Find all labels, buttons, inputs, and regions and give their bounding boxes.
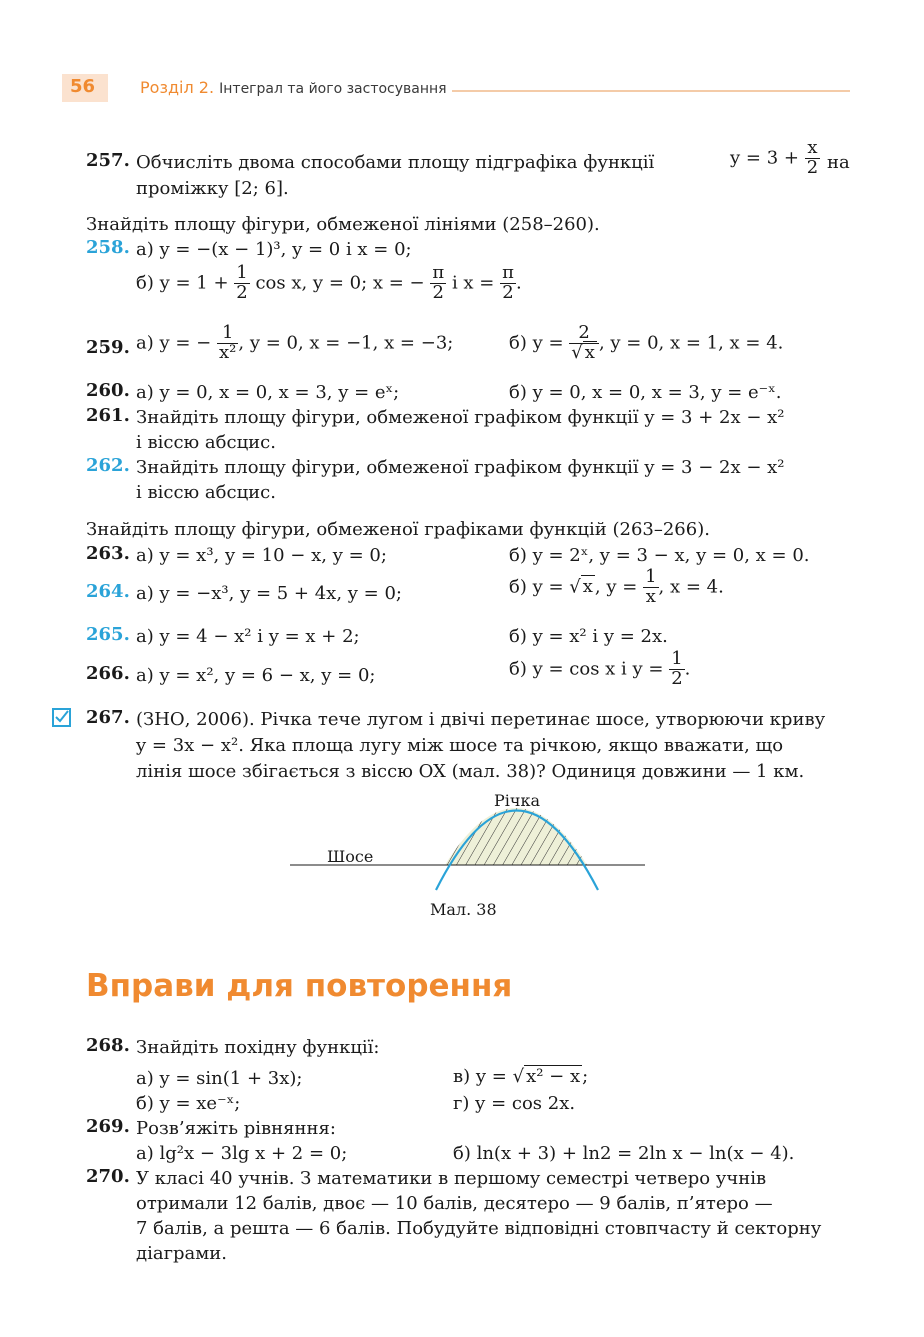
problem-263-b: б) y = 2ˣ, y = 3 − x, y = 0, x = 0.	[509, 545, 810, 566]
problem-269-text: Розв’яжіть рівняння:	[136, 1118, 336, 1139]
problem-267-line2: y = 3x − x². Яка площа лугу між шосе та річкою, якщо вважати, що	[136, 735, 784, 756]
problem-268-b: б) y = xe⁻ˣ;	[136, 1093, 241, 1114]
problem-268-number: 268.	[86, 1035, 130, 1056]
problem-268-g: г) y = cos 2x.	[453, 1093, 576, 1114]
problem-258-a: а) y = −(x − 1)³, y = 0 і x = 0;	[136, 239, 412, 260]
problem-270-line1: У класі 40 учнів. З математики в першому семестрі четверо учнів	[136, 1168, 767, 1189]
problem-260-b: б) y = 0, x = 0, x = 3, y = e⁻ˣ.	[509, 382, 782, 403]
formula-text: в) y =	[453, 1066, 507, 1087]
problem-263-a: а) y = x³, y = 10 − x, y = 0;	[136, 545, 387, 566]
denominator: 2	[500, 283, 516, 303]
problem-261-number: 261.	[86, 405, 130, 426]
numerator: π	[432, 262, 445, 283]
numerator: 1	[671, 648, 683, 669]
problem-258-number: 258.	[86, 237, 130, 258]
radicand: x	[582, 576, 593, 598]
problem-265-b: б) y = x² і y = 2x.	[509, 626, 668, 647]
formula-text: , x = 4.	[658, 576, 724, 598]
formula-text: а) y = −	[136, 332, 212, 354]
fraction	[805, 139, 820, 178]
problem-260-number: 260.	[86, 380, 130, 401]
formula-text: , y = 0, x = −1, x = −3;	[238, 332, 454, 354]
problem-260-a: а) y = 0, x = 0, x = 3, y = eˣ;	[136, 382, 400, 403]
denominator: x²	[219, 341, 237, 363]
formula-text: .	[515, 272, 522, 294]
problem-264-number: 264.	[86, 581, 130, 602]
denominator: 2	[806, 156, 819, 178]
problem-261-line1: Знайдіть площу фігури, обмеженої графіком функції y = 3 + 2x − x²	[136, 407, 785, 428]
chapter-name: Інтеграл та його застосування	[219, 81, 447, 97]
problem-270-number: 270.	[86, 1166, 130, 1187]
denominator: 2	[236, 281, 248, 303]
checkbox-icon	[52, 708, 71, 727]
problem-267-line3: лінія шосе збігається з віссю OX (мал. 38)? Одиниця довжини — 1 км.	[136, 761, 805, 782]
problem-259-number: 259.	[86, 337, 130, 358]
problem-268-v: в) y = √ x² − x ;	[453, 1066, 589, 1087]
problem-268-a: а) y = sin(1 + 3x);	[136, 1068, 303, 1089]
fraction	[643, 568, 658, 607]
problem-266-b	[509, 650, 690, 689]
section-title: Вправи для повторення	[86, 968, 513, 1004]
problem-266-number: 266.	[86, 663, 130, 684]
formula-text: y = 3 +	[730, 147, 799, 169]
formula-text: ;	[582, 1066, 589, 1087]
problem-267-line1: (ЗНО, 2006). Річка тече лугом і двічі перетинає шосе, утворюючи криву	[136, 709, 826, 730]
formula-text: б) y = 1 +	[136, 272, 229, 294]
problem-257-number: 257.	[86, 150, 130, 171]
problem-269-number: 269.	[86, 1116, 130, 1137]
problem-265-a: а) y = 4 − x² і y = x + 2;	[136, 626, 360, 647]
problem-264-b: б) y = √ x , y = $\frac{1}{x}$ , x = 4.	[509, 566, 724, 607]
formula-text: б) y =	[509, 576, 564, 598]
problem-270-line2: отримали 12 балів, двоє — 10 балів, десятеро — 9 балів, п’ятеро —	[136, 1193, 773, 1214]
intro-258-260: Знайдіть площу фігури, обмеженої лініями (258–260).	[86, 214, 600, 235]
problem-268-text: Знайдіть похідну функції:	[136, 1037, 380, 1058]
fraction	[669, 650, 684, 689]
problem-259-a	[136, 324, 453, 363]
problem-257-line2: проміжку [2; 6].	[136, 178, 289, 199]
formula-text: , y = 0, x = 1, x = 4.	[598, 332, 784, 354]
numerator: 1	[645, 566, 657, 587]
fraction	[500, 264, 516, 303]
numerator: 1	[221, 322, 234, 343]
problem-269-b: б) ln(x + 3) + ln2 = 2ln x − ln(x − 4).	[453, 1143, 795, 1164]
problem-261-line2: і віссю абсцис.	[136, 432, 276, 453]
problem-267-number: 267.	[86, 707, 130, 728]
formula-text: б) y =	[509, 332, 564, 354]
denominator: 2	[671, 667, 683, 689]
fraction	[217, 324, 238, 363]
problem-257-formula	[730, 139, 820, 178]
intro-263-266: Знайдіть площу фігури, обмеженої графіками функцій (263–266).	[86, 519, 710, 540]
figure-caption: Мал. 38	[430, 900, 497, 919]
problem-259-b	[509, 324, 783, 363]
problem-270-line3: 7 балів, а решта — 6 балів. Побудуйте відповідні стовпчасту й секторну	[136, 1218, 822, 1239]
denominator: 2	[430, 283, 446, 303]
radicand: x² − x	[526, 1066, 581, 1087]
meadow-area	[445, 808, 587, 865]
fraction	[234, 264, 249, 303]
numerator: 2	[578, 322, 590, 343]
header-rule	[452, 90, 850, 92]
denominator: x	[643, 587, 658, 607]
problem-262-line1: Знайдіть площу фігури, обмеженої графіком функції y = 3 − 2x − x²	[136, 457, 785, 478]
problem-270-line4: діаграми.	[136, 1243, 227, 1264]
chapter-prefix: Розділ 2.	[140, 78, 215, 97]
problem-266-a: а) y = x², y = 6 − x, y = 0;	[136, 665, 376, 686]
problem-258-b	[136, 264, 522, 303]
label-river: Річка	[494, 791, 540, 810]
denominator: √ x	[569, 343, 599, 363]
fraction	[430, 264, 446, 303]
numerator: π	[502, 262, 514, 283]
problem-257-tail: на	[827, 152, 850, 173]
problem-257-line1: Обчисліть двома способами площу підграфіка функції	[136, 152, 655, 173]
problem-262-line2: і віссю абсцис.	[136, 482, 276, 503]
formula-text: і x =	[451, 272, 495, 294]
figure-river-road	[280, 786, 660, 896]
numerator: 1	[236, 262, 248, 283]
formula-text: .	[684, 658, 691, 680]
fraction	[569, 324, 599, 363]
numerator: x	[807, 137, 818, 158]
formula-text: , y =	[594, 576, 638, 598]
chapter-title	[140, 78, 447, 97]
page-number: 56	[70, 76, 96, 97]
problem-269-a: а) lg²x − 3lg x + 2 = 0;	[136, 1143, 348, 1164]
problem-265-number: 265.	[86, 624, 130, 645]
radicand: x	[584, 341, 595, 363]
formula-text: б) y = cos x і y =	[509, 658, 664, 680]
problem-262-number: 262.	[86, 455, 130, 476]
problem-257-text	[136, 150, 654, 175]
problem-263-number: 263.	[86, 543, 130, 564]
problem-264-a: а) y = −x³, y = 5 + 4x, y = 0;	[136, 583, 402, 604]
label-road: Шосе	[327, 847, 374, 866]
formula-text: cos x, y = 0; x = −	[255, 272, 425, 294]
check-mark-icon	[54, 710, 69, 725]
